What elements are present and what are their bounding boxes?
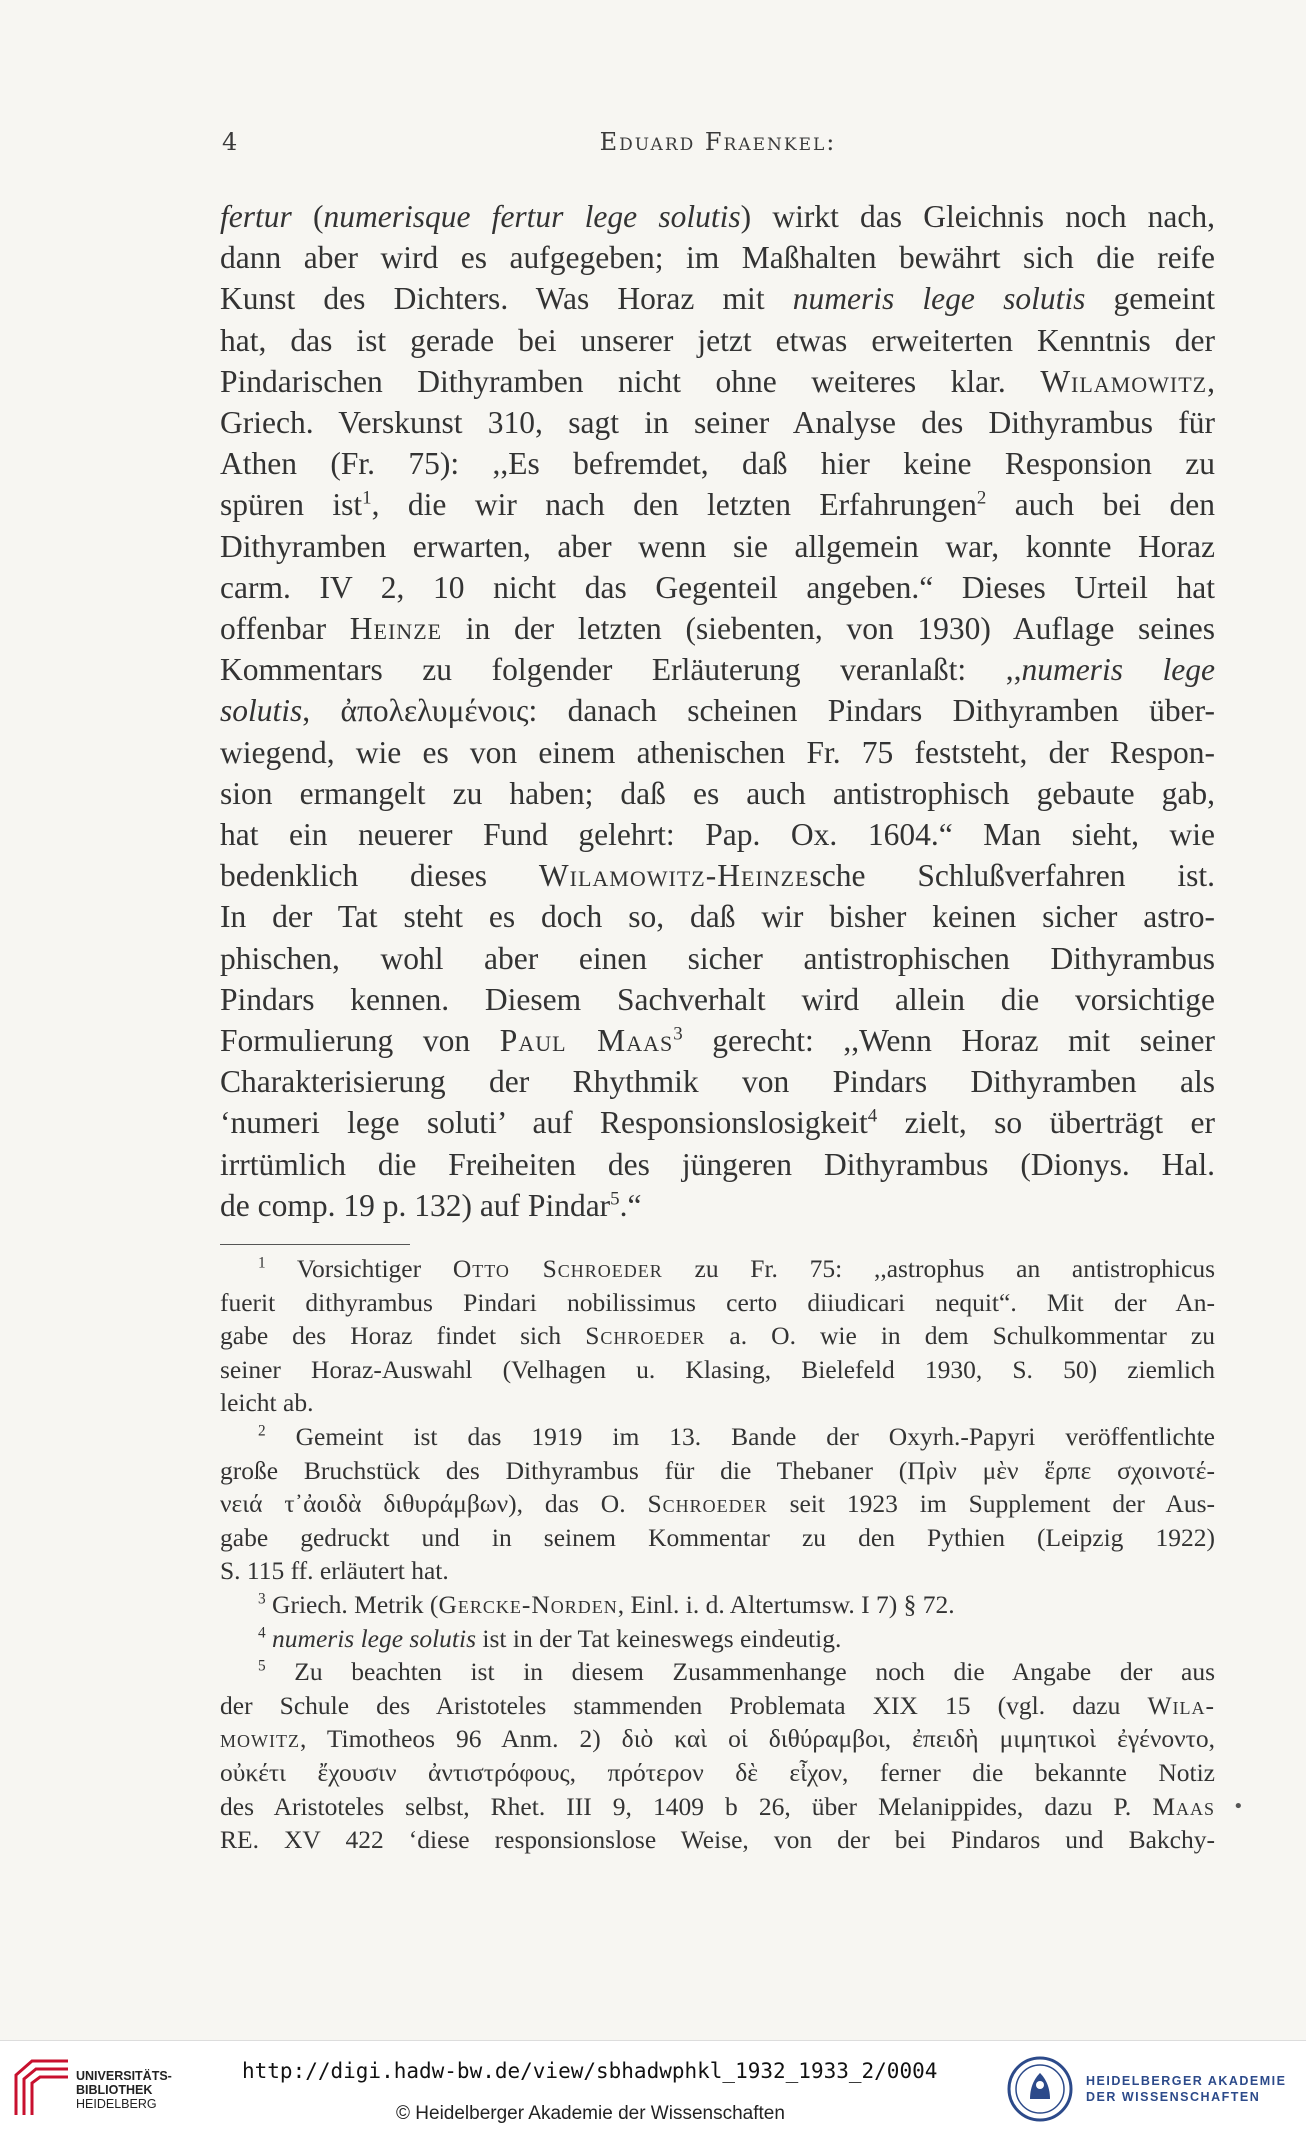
ub-line-2: BIBLIOTHEK	[76, 2083, 153, 2097]
footnote-line: des Aristoteles selbst, Rhet. III 9, 1409 b 26, über Melanippides, dazu P. Maas	[220, 1791, 1215, 1821]
footnote-line: leicht ab.	[220, 1388, 314, 1418]
text-line: Griech. Verskunst 310, sagt in seiner Analyse des Dithyrambus für	[220, 405, 1215, 441]
permalink-url[interactable]: http://digi.hadw-bw.de/view/sbhadwphkl_1932_1933_2/0004	[242, 2059, 938, 2083]
text-line: ‘numeri lege soluti’ auf Responsionslosigkeit$^4$ zielt, so überträgt er	[220, 1105, 1215, 1141]
footnote-line: fuerit dithyrambus Pindari nobilissimus certo diiudicari nequit“. Mit der An-	[220, 1287, 1215, 1317]
text-line: hat, das ist gerade bei unserer jetzt etwas erweiterten Kenntnis der	[220, 322, 1215, 358]
academy-name	[1086, 2073, 1287, 2105]
text-line: In der Tat steht es doch so, daß wir bisher keinen sicher astro-	[220, 899, 1215, 935]
footnote-rule	[220, 1244, 410, 1245]
footnote-line: οὐκέτι ἔχουσιν ἀντιστρόφους, πρότερον δὲ εἶχον, ferner die bekannte Notiz	[220, 1757, 1215, 1787]
footnote-line: $^1$ Vorsichtiger Otto Schroeder zu Fr. 75: ,,astrophus an antistrophicus	[258, 1254, 1215, 1283]
footnote-line: seiner Horaz-Auswahl (Velhagen u. Klasing, Bielefeld 1930, S. 50) ziemlich	[220, 1354, 1215, 1384]
text-line: Formulierung von Paul Maas$^3$ gerecht: ,,Wenn Horaz mit seiner	[220, 1023, 1215, 1059]
main-text-block	[220, 196, 1215, 1226]
footnote-line: RE. XV 422 ‘diese responsionslose Weise, von der bei Pindaros und Bakchy-	[220, 1825, 1215, 1855]
text-line: carm. IV 2, 10 nicht das Gegenteil angeben.“ Dieses Urteil hat	[220, 569, 1215, 605]
footnotes-block	[220, 1252, 1215, 1857]
hak-line-2: DER WISSENSCHAFTEN	[1086, 2090, 1261, 2104]
page-number: 4	[222, 128, 239, 156]
academy-seal-icon	[1006, 2055, 1074, 2123]
ub-line-1: UNIVERSITÄTS-	[76, 2069, 172, 2083]
footnote-line: $^4$ numeris lege solutis ist in der Tat keineswegs eindeutig.	[258, 1623, 842, 1653]
running-title-text: Eduard Fraenkel:	[599, 128, 837, 156]
text-line: hat ein neuerer Fund gelehrt: Pap. Ox. 1604.“ Man sieht, wie	[220, 817, 1215, 853]
text-line: sion ermangelt zu haben; daß es auch antistrophisch gebaute gab,	[220, 775, 1215, 811]
margin-mark: •	[1233, 1796, 1244, 1817]
page-header	[222, 128, 1214, 168]
text-line: fertur (numerisque fertur lege solutis) wirkt das Gleichnis noch nach,	[220, 199, 1216, 234]
footnote-line: gabe des Horaz findet sich Schroeder a. O. wie in dem Schulkommentar zu	[220, 1321, 1215, 1351]
text-line: Pindarischen Dithyramben nicht ohne weiteres klar. Wilamowitz,	[220, 363, 1215, 399]
text-line: Kommentars zu folgender Erläuterung veranlaßt: ,,numeris lege	[220, 652, 1216, 688]
footnote-line: $^5$ Zu beachten ist in diesem Zusammenhange noch die Angabe der aus	[258, 1657, 1215, 1687]
text-line: irrtümlich die Freiheiten des jüngeren Dithyrambus (Dionys. Hal.	[220, 1146, 1215, 1182]
footnote-line: νειά τ᾽ἀοιδὰ διθυράμβων), das O. Schroeder seit 1923 im Supplement der Aus-	[220, 1489, 1215, 1519]
footnote-line: große Bruchstück des Dithyrambus für die Thebaner (Πρὶν μὲν ἕρπε σχοινοτέ-	[220, 1455, 1215, 1485]
footnote-line: mowitz, Timotheos 96 Anm. 2) διὸ καὶ οἱ διθύραμβοι, ἐπειδὴ μιμητικοὶ ἐγένοντο,	[220, 1724, 1215, 1754]
text-line: Athen (Fr. 75): ,,Es befremdet, daß hier keine Responsion zu	[220, 446, 1215, 482]
footnote-line: $^2$ Gemeint ist das 1919 im 13. Bande der Oxyrh.-Papyri veröffentlichte	[258, 1421, 1215, 1451]
text-line: Pindars kennen. Diesem Sachverhalt wird allein die vorsichtige	[220, 981, 1215, 1017]
footnote-line: der Schule des Aristoteles stammenden Problemata XIX 15 (vgl. dazu Wila-	[220, 1690, 1215, 1720]
text-line: Charakterisierung der Rhythmik von Pindars Dithyramben als	[220, 1064, 1215, 1100]
text-line: offenbar Heinze in der letzten (siebenten, von 1930) Auflage seines	[220, 611, 1215, 647]
text-line: wiegend, wie es von einem athenischen Fr. 75 feststeht, der Respon-	[220, 734, 1215, 770]
university-library-name	[76, 2069, 172, 2111]
text-line: Dithyramben erwarten, aber wenn sie allgemein war, konnte Horaz	[220, 528, 1215, 564]
copyright-notice: © Heidelberger Akademie der Wissenschaften	[396, 2103, 785, 2124]
footnote-line: $^3$ Griech. Metrik (Gercke-Norden, Einl. i. d. Altertumsw. I 7) § 72.	[258, 1589, 955, 1619]
text-line: bedenklich dieses Wilamowitz-Heinzesche Schlußverfahren ist.	[220, 858, 1215, 894]
university-library-logo-icon	[12, 2055, 72, 2119]
ub-line-3: HEIDELBERG	[76, 2097, 157, 2111]
text-line: solutis, ἀπολελυμένοις: danach scheinen Pindars Dithyramben über-	[220, 693, 1215, 729]
running-title	[222, 128, 1214, 156]
text-line: phischen, wohl aber einen sicher antistrophischen Dithyrambus	[220, 940, 1215, 976]
text-line: Kunst des Dichters. Was Horaz mit numeris lege solutis gemeint	[220, 281, 1215, 317]
footnote-line: gabe gedruckt und in seinem Kommentar zu den Pythien (Leipzig 1922)	[220, 1522, 1215, 1552]
text-line: dann aber wird es aufgegeben; im Maßhalten bewährt sich die reife	[220, 240, 1215, 276]
text-line: de comp. 19 p. 132) auf Pindar$^5$.“	[220, 1187, 642, 1223]
footnote-line: S. 115 ff. erläutert hat.	[220, 1556, 449, 1586]
text-line: spüren ist$^1$, die wir nach den letzten Erfahrungen$^2$ auch bei den	[220, 487, 1215, 523]
hak-line-1: HEIDELBERGER AKADEMIE	[1086, 2074, 1287, 2088]
viewer-footer	[0, 2040, 1306, 2139]
